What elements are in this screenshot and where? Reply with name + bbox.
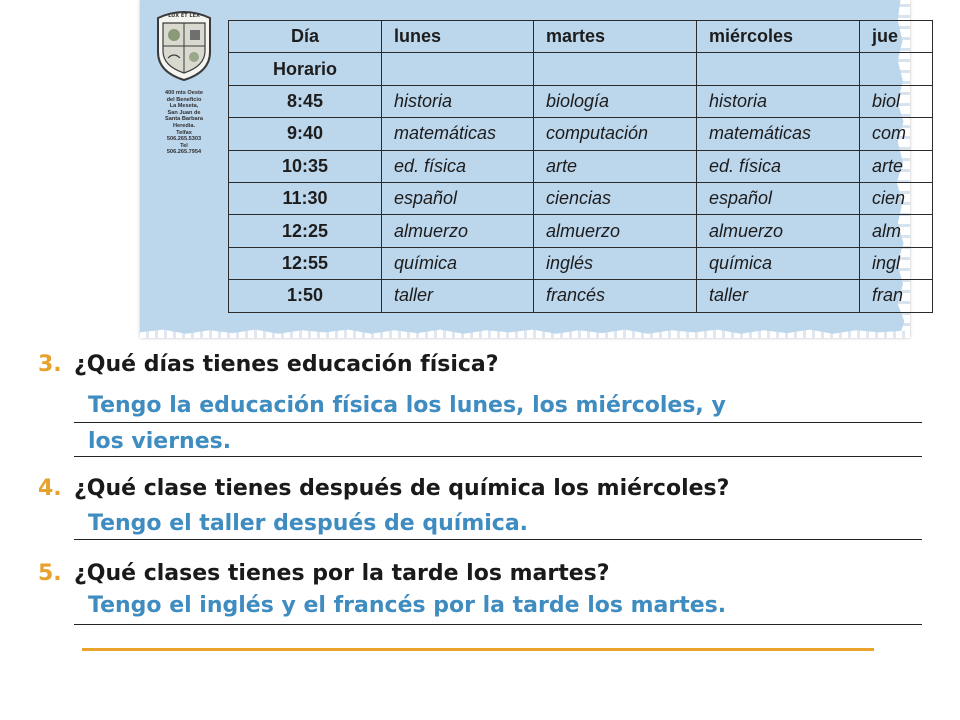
answer-3-line-1: Tengo la educación física los lunes, los miércoles, y [88, 393, 726, 418]
class-cell: biol [860, 85, 933, 117]
class-cell: almuerzo [382, 215, 534, 247]
schedule-row [229, 85, 933, 117]
time-cell: 10:35 [229, 150, 382, 182]
question-text: ¿Qué clases tienes por la tarde los martes? [74, 561, 610, 586]
class-cell: taller [697, 280, 860, 312]
schedule-row [229, 247, 933, 279]
answer-line [74, 422, 922, 423]
class-cell: almuerzo [697, 215, 860, 247]
answer-line [74, 456, 922, 457]
class-cell: francés [534, 280, 697, 312]
address-line: Tel [180, 142, 188, 149]
class-cell: ed. física [382, 150, 534, 182]
header-cell-martes: martes [534, 21, 697, 53]
empty-cell [697, 53, 860, 85]
header-cell-dia: Día [229, 21, 382, 53]
question-number: 4. [38, 476, 62, 501]
question-3 [38, 352, 499, 377]
class-cell: ed. física [697, 150, 860, 182]
class-cell: almuerzo [534, 215, 697, 247]
school-address [150, 90, 218, 156]
empty-cell [860, 53, 933, 85]
empty-cell [382, 53, 534, 85]
time-cell: 12:25 [229, 215, 382, 247]
schedule-subheader-row [229, 53, 933, 85]
class-cell: historia [697, 85, 860, 117]
class-cell: biología [534, 85, 697, 117]
time-cell: 8:45 [229, 85, 382, 117]
class-cell: ciencias [534, 182, 697, 214]
class-cell: español [697, 182, 860, 214]
class-cell: matemáticas [697, 118, 860, 150]
schedule-row [229, 280, 933, 312]
class-cell: inglés [534, 247, 697, 279]
answer-line [74, 539, 922, 540]
class-schedule-table [228, 20, 933, 313]
header-cell-horario: Horario [229, 53, 382, 85]
time-cell: 9:40 [229, 118, 382, 150]
torn-bottom-edge [140, 324, 910, 338]
empty-cell [534, 53, 697, 85]
address-line: 400 mts Oeste [165, 90, 203, 96]
question-4 [38, 476, 729, 501]
answer-5-line-1: Tengo el inglés y el francés por la tarde los martes. [88, 593, 727, 618]
address-line: 506.265.5303 [166, 136, 202, 143]
question-5 [38, 561, 610, 586]
address-line: Santa Barbara [165, 116, 203, 123]
class-cell: arte [860, 150, 933, 182]
header-cell-lunes: lunes [382, 21, 534, 53]
accent-divider [82, 648, 874, 651]
question-number: 5. [38, 561, 62, 586]
class-cell: historia [382, 85, 534, 117]
address-line: Heredia. [172, 122, 196, 129]
answer-3-line-2: los viernes. [88, 429, 232, 454]
answer-line [74, 624, 922, 625]
schedule-row [229, 215, 933, 247]
question-text: ¿Qué clase tienes después de química los miércoles? [74, 476, 730, 501]
header-cell-miercoles: miércoles [697, 21, 860, 53]
school-crest-icon [154, 8, 214, 82]
class-cell: español [382, 182, 534, 214]
answer-4-line-1: Tengo el taller después de química. [88, 511, 529, 536]
time-cell: 1:50 [229, 280, 382, 312]
class-cell: taller [382, 280, 534, 312]
class-cell: alm [860, 215, 933, 247]
schedule-row [229, 150, 933, 182]
class-cell: computación [534, 118, 697, 150]
schedule-header-row [229, 21, 933, 53]
question-number: 3. [38, 352, 62, 377]
class-cell: matemáticas [382, 118, 534, 150]
header-cell-jueves: jue [860, 21, 933, 53]
class-cell: química [382, 247, 534, 279]
school-info [150, 8, 218, 156]
address-line: San Juan de [167, 109, 201, 116]
class-cell: cien [860, 182, 933, 214]
class-cell: fran [860, 280, 933, 312]
class-cell: ingl [860, 247, 933, 279]
schedule-row [229, 118, 933, 150]
question-text: ¿Qué días tienes educación física? [74, 352, 499, 377]
time-cell: 12:55 [229, 247, 382, 279]
time-cell: 11:30 [229, 182, 382, 214]
address-line: Telfax [176, 129, 192, 136]
address-line: 506.265.7954 [166, 149, 202, 156]
crest-motto: LUX ET LEX [168, 13, 200, 19]
class-cell: química [697, 247, 860, 279]
class-cell: arte [534, 150, 697, 182]
address-line: del Beneficio [166, 96, 202, 103]
class-cell: com [860, 118, 933, 150]
schedule-row [229, 182, 933, 214]
address-line: La Meseta, [169, 103, 199, 110]
